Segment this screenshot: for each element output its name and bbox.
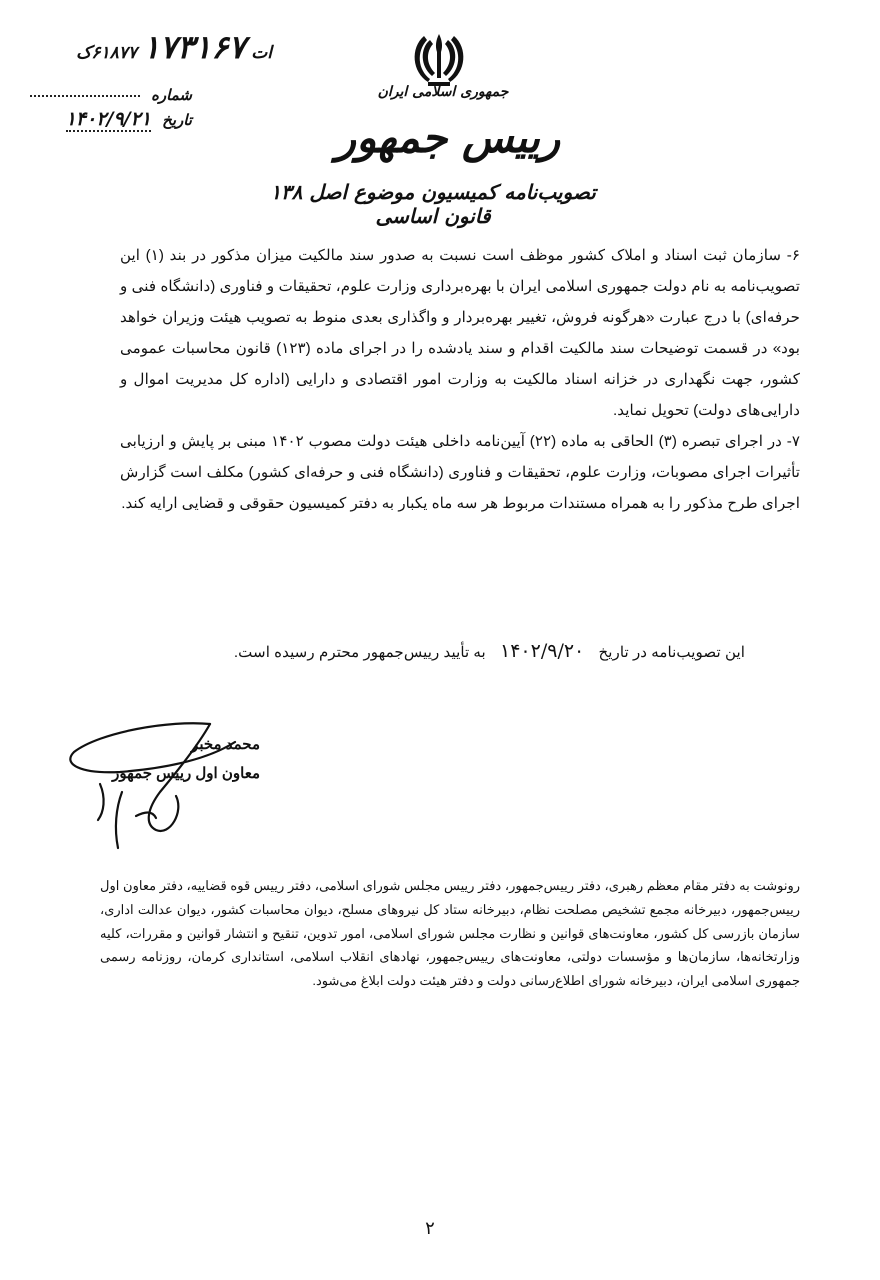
approval-date: ۱۴۰۲/۹/۲۰ xyxy=(500,640,585,662)
paragraph-7: ۷- در اجرای تبصره (۳) الحاقی به ماده (۲۲) آیین‌نامه داخلی هیئت دولت مصوب ۱۴۰۲ مبنی بر پایش و ارزیابی تأثیرات اجرای مصوبات، وزارت علوم، تحقیقات و فناوری (دانشگاه فنی و حرفه‌ای کشور) مکلف است گزارش اجرای طرح مذکور را به همراه مستندات مربوط هر سه ماه یکبار به دفتر کمیسیون حقوقی و قضایی ارایه کند. xyxy=(120,433,800,512)
paragraph-6: ۶- سازمان ثبت اسناد و املاک کشور موظف است نسبت به صدور سند مالکیت میزان مذکور در بند (۱) این تصویب‌نامه به نام دولت جمهوری اسلامی ایران با بهره‌برداری وزارت علوم، تحقیقات و فناوری (دانشگاه فنی و حرفه‌ای) با درج عبارت «هرگونه فروش، تغییر بهره‌بردار و واگذاری بعدی منوط به تصویب هیئت وزیران خواهد بود» در قسمت توضیحات سند مالکیت اقدام و سند یادشده را در اجرای ماده (۱۲۳) قانون محاسبات عمومی کشور، جهت نگهداری در خزانه اسناد مالکیت به وزارت امور اقتصادی و دارایی (اداره کل مدیریت اموال و دارایی‌های دولت) تحویل نماید. xyxy=(120,247,800,419)
number-field xyxy=(30,86,192,104)
number-dotted-line xyxy=(30,95,140,97)
page-number: ۲ xyxy=(425,1218,435,1238)
decree-body xyxy=(120,240,800,519)
reference-suffix: ۶۱۸۷۷ک xyxy=(76,43,137,63)
reference-main-number: ۱۷۳۱۶۷ xyxy=(142,28,246,66)
reference-prefix: ات xyxy=(251,43,272,63)
date-label: تاریخ xyxy=(162,111,192,129)
office-title: رییس جمهور xyxy=(335,113,561,162)
number-label: شماره xyxy=(151,86,192,104)
signer-name: محمد مخبر xyxy=(191,736,260,753)
iran-emblem-icon xyxy=(408,30,470,90)
approval-suffix: به تأیید رییس‌جمهور محترم رسیده است. xyxy=(233,644,486,661)
country-name: جمهوری اسلامی ایران xyxy=(377,84,509,100)
date-value: ۱۴۰۲/۹/۲۱ xyxy=(65,108,151,130)
commission-title: تصویب‌نامه کمیسیون موضوع اصل ۱۳۸ قانون اساسی xyxy=(270,180,596,228)
reference-number xyxy=(22,28,272,66)
approval-prefix: این تصویب‌نامه در تاریخ xyxy=(598,644,745,661)
approval-statement xyxy=(165,636,745,668)
cc-distribution-list: رونوشت به دفتر مقام معظم رهبری، دفتر رییس‌جمهور، دفتر رییس مجلس شورای اسلامی، دفتر رییس قوه قضاییه، دفتر معاون اول رییس‌جمهور، دبیرخانه مجمع تشخیص مصلحت نظام، دبیرخانه ستاد کل نیروهای مسلح، دیوان محاسبات کشور، دیوان عدالت اداری، سازمان بازرسی کل کشور، معاونت‌های قوانین و نظارت مجلس شورای اسلامی، امور تدوین، تنقیح و انتشار قوانین و مقررات، کلیه وزارتخانه‌ها، سازمان‌ها و مؤسسات دولتی، معاونت‌های رییس‌جمهور، نهادهای انقلاب اسلامی، استانداری کرمان، روزنامه رسمی جمهوری اسلامی ایران، دبیرخانه شورای اطلاع‌رسانی دولت و دفتر هیئت دولت ابلاغ می‌شود. xyxy=(100,878,800,989)
signer-title: معاون اول رییس جمهور xyxy=(112,765,260,782)
date-field xyxy=(30,108,192,130)
